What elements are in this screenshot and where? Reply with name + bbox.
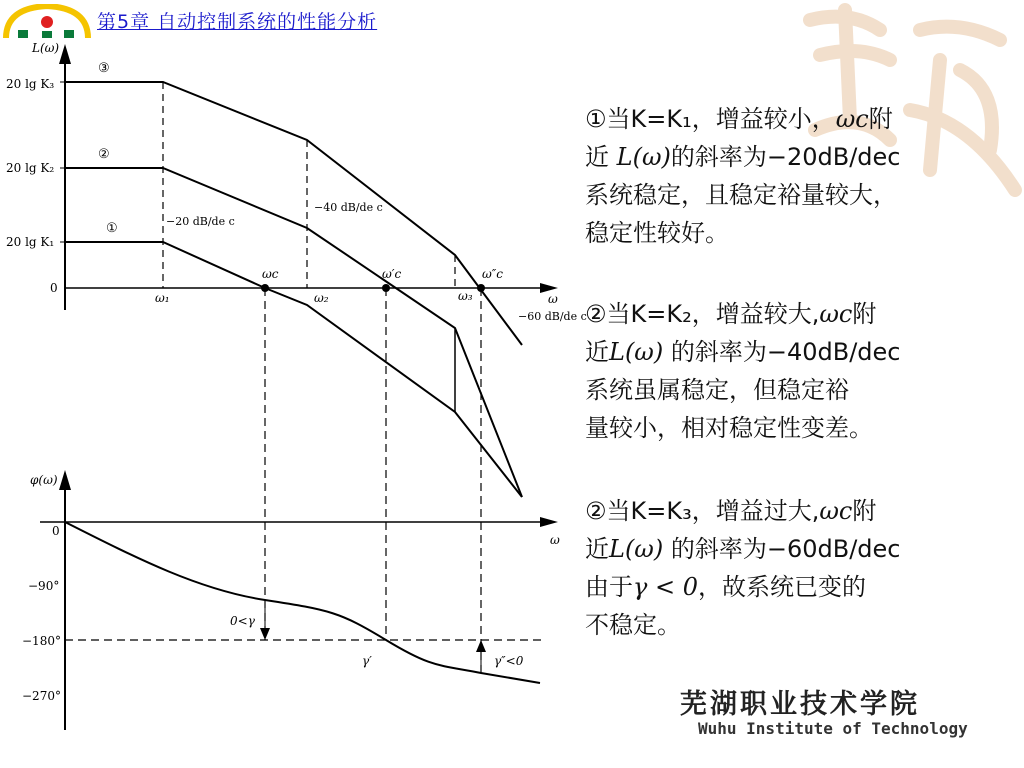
omega1-label: ω₁ [155, 291, 170, 305]
omega2-label: ω₂ [314, 291, 329, 305]
note1-line4: 稳定性较好。 [585, 219, 729, 247]
phase-tick-180: −180° [22, 634, 61, 648]
margin-gamma-prime: γ′ [362, 654, 372, 668]
curve-3 [65, 82, 522, 345]
note2-line2a: 近 [585, 338, 609, 366]
note-k3 [585, 492, 1021, 644]
institution-block [680, 682, 980, 742]
note2-line1b: 附 [852, 300, 877, 328]
note-k1 [585, 100, 1021, 252]
note-k2 [585, 295, 1021, 447]
omega-c-symbol: ωc [835, 105, 869, 133]
marker-2: ② [98, 147, 110, 162]
institution-name-cn: 芜湖职业技术学院 [680, 689, 920, 720]
omega-c-label: ωc [262, 267, 279, 281]
institution-name-en: Wuhu Institute of Technology [698, 719, 968, 738]
level-k3: 20 lg K₃ [6, 77, 55, 91]
margin-gamma: 0<γ [230, 614, 255, 628]
note3-line4: 不稳定。 [585, 611, 681, 639]
level-k1: 20 lg K₁ [6, 235, 55, 249]
note3-line1: ②当K=K₃，增益过大, [585, 497, 820, 525]
phase-tick-270: −270° [22, 689, 61, 703]
omega-c-symbol: ωc [819, 300, 853, 328]
margin-gamma-dprime: γ″<0 [494, 654, 524, 668]
phase-axis-label: φ(ω) [30, 473, 58, 487]
phase-tick-0: 0 [52, 524, 60, 538]
note3-line2a: 近 [585, 535, 609, 563]
note1-line1b: 附 [868, 105, 893, 133]
note3-line2b: 的斜率为−60dB/dec [663, 535, 901, 563]
note1-line2a: 近 [585, 143, 617, 171]
L-omega-symbol: L(ω) [609, 535, 664, 563]
slope-60: −60 dB/de c [518, 310, 587, 323]
marker-3: ③ [98, 61, 110, 76]
note3-line1b: 附 [852, 497, 877, 525]
chapter-title: 第5章 自动控制系统的性能分析 [97, 11, 378, 33]
freq-axis-label-bottom: ω [550, 533, 560, 547]
note1-line1: ①当K=K₁，增益较小， [585, 105, 836, 133]
level-k2: 20 lg K₂ [6, 161, 55, 175]
omega3-label: ω₃ [458, 289, 473, 303]
note1-line2b: 的斜率为−20dB/dec [670, 143, 901, 171]
curve-1 [65, 242, 522, 497]
magnitude-y-arrow [59, 44, 71, 64]
gamma-symbol: γ < 0 [633, 573, 698, 601]
note2-line1: ②当K=K₂，增益较大, [585, 300, 820, 328]
note1-line3: 系统稳定，且稳定裕量较大， [585, 181, 897, 209]
magnitude-axis-label: L(ω) [32, 41, 60, 55]
institute-logo-icon [2, 4, 92, 38]
note2-line4: 量较小，相对稳定性变差。 [585, 414, 873, 442]
omega-c-prime-label: ω′c [382, 267, 402, 281]
curve-2 [65, 168, 522, 497]
bode-diagram [0, 40, 590, 768]
note3-line3a: 由于 [585, 573, 633, 601]
L-omega-symbol: L(ω) [616, 143, 671, 171]
freq-axis-label-top: ω [548, 292, 558, 306]
slope-40: −40 dB/de c [314, 201, 383, 214]
omega-c-symbol: ωc [819, 497, 853, 525]
note2-line3: 系统虽属稳定，但稳定裕 [585, 376, 849, 404]
note2-line2b: 的斜率为−40dB/dec [663, 338, 901, 366]
phase-curve [65, 522, 540, 683]
slope-20: −20 dB/de c [166, 215, 235, 228]
note3-line3b: ，故系统已变的 [697, 573, 866, 601]
level-zero: 0 [50, 281, 58, 295]
marker-1: ① [106, 221, 118, 236]
omega-c-dprime-label: ω″c [482, 267, 503, 281]
L-omega-symbol: L(ω) [609, 338, 664, 366]
phase-tick-90: −90° [28, 579, 60, 593]
